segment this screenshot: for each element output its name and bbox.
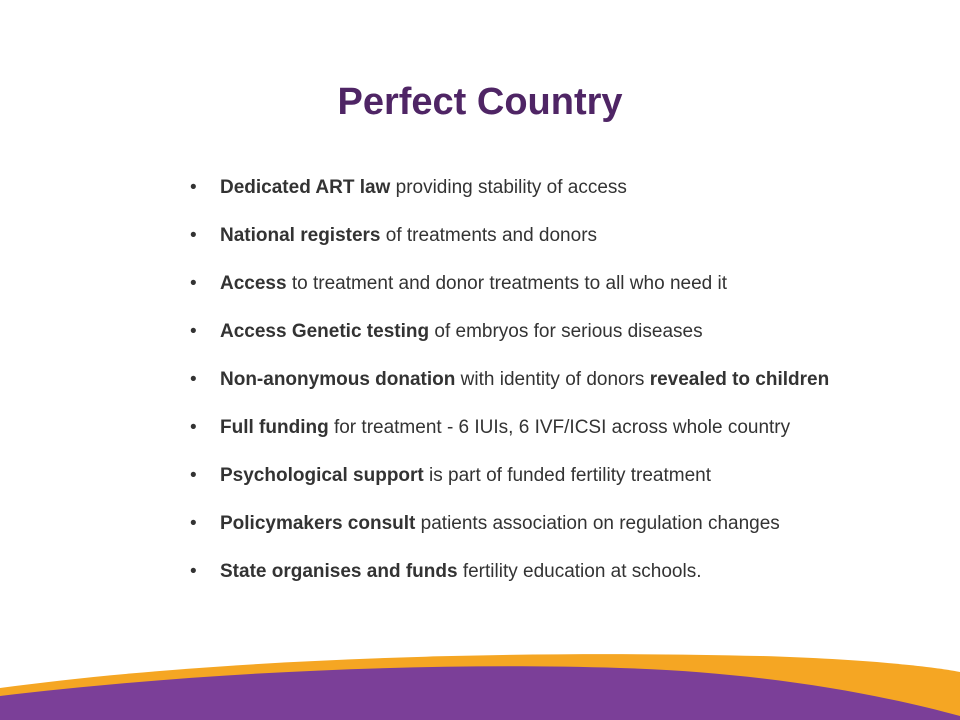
bullet-item [190,364,829,412]
bullet-item [190,412,829,460]
bullet-item [190,172,829,220]
bullet-list [190,172,829,604]
footer-wave-decoration [0,650,960,720]
bullet-bold-text-2: revealed to children [649,369,830,390]
bullet-bold-text: State organises and funds [220,561,458,582]
bullet-text: is part of funded fertility treatment [423,465,712,486]
bullet-bold-text: Non-anonymous donation [220,369,456,390]
bullet-bold-text: National registers [220,225,381,246]
bullet-item [190,220,829,268]
bullet-dot: • [190,273,197,294]
bullet-dot: • [190,561,197,582]
bullet-text: of treatments and donors [380,225,598,246]
bullet-bold-text: Access Genetic testing [220,321,430,342]
bullet-bold-text: Full funding [220,417,329,438]
bullet-dot: • [190,417,197,438]
bullet-dot: • [190,225,197,246]
bullet-text: for treatment - 6 IUIs, 6 IVF/ICSI across whole country [328,417,791,438]
bullet-item [190,556,829,604]
bullet-dot: • [190,465,197,486]
bullet-text: fertility education at schools. [457,561,702,582]
bullet-bold-text: Access [220,273,287,294]
bullet-item [190,268,829,316]
slide-title: Perfect Country [337,81,623,123]
bullet-text: of embryos for serious diseases [429,321,703,342]
bullet-bold-text: Dedicated ART law [220,177,391,198]
bullet-dot: • [190,369,197,390]
bullet-dot: • [190,177,197,198]
bullet-item [190,508,829,556]
bullet-item [190,460,829,508]
bullet-bold-text: Policymakers consult [220,513,416,534]
bullet-text: providing stability of access [390,177,627,198]
bullet-text: patients association on regulation changes [415,513,780,534]
bullet-text: to treatment and donor treatments to all who need it [286,273,727,294]
bullet-text: with identity of donors [455,369,650,390]
bullet-item [190,316,829,364]
bullet-dot: • [190,513,197,534]
bullet-bold-text: Psychological support [220,465,424,486]
bullet-dot: • [190,321,197,342]
